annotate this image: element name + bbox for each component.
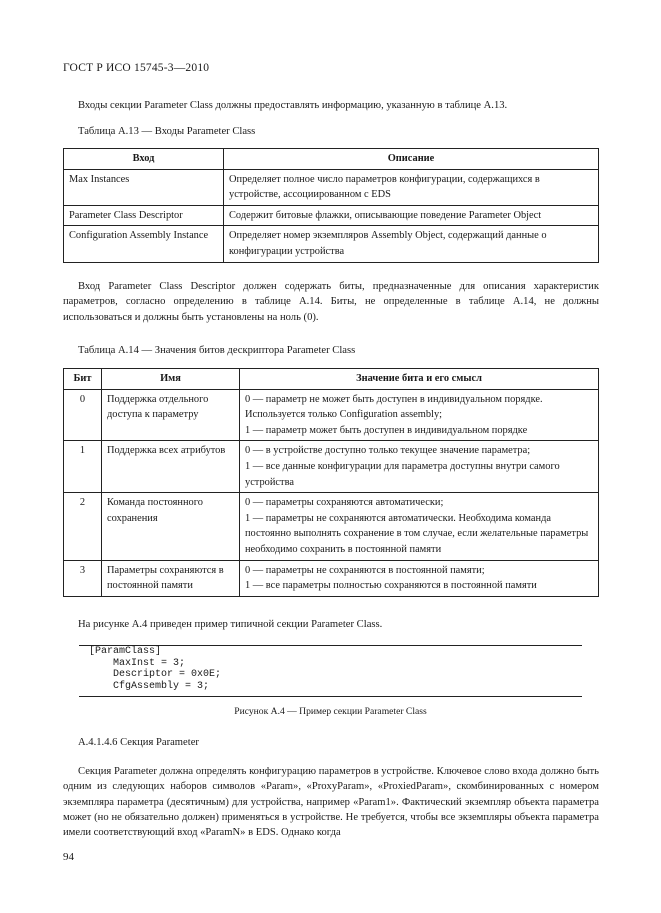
section-paragraph: Секция Parameter должна определять конфигурацию параметров в устройстве. Ключевое слово входа должно быть одним из следующих наборов символов «Param», «ProxyParam», «ProxiedParam», скомбинированных с номером экземпляра параметра (десятичным) для устройства, например «Param1». Фактический экземпляр объекта параметра может (но не обязательно должен) применяться в устройстве. Не требуется, чтобы все экземпляры объекта параметра имели соответствующий вход «ParamN» в EDS. Однако когда [63,766,599,839]
figure-caption: Рисунок А.4 — Пример секции Parameter Class [234,706,427,717]
table-a13 [63,148,599,263]
code-example-block [79,645,582,697]
table-a13-cell-description: Определяет полное число параметров конфигурации, содержащихся в устройстве, ассоциированном с EDS [224,169,599,205]
table-row [64,560,599,596]
table-a14-cell-bit: 1 [64,441,102,493]
table-a14-cell-meaning: 0 — параметр не может быть доступен в индивидуальном порядке. Используется только Configuration assembly; 1 — параметр может быть доступен в индивидуальном порядке [240,389,599,441]
table-a13-cell-input: Configuration Assembly Instance [64,226,224,262]
table-a14-cell-meaning: 0 — в устройстве доступно только текущее значение параметра; 1 — все данные конфигурации для параметра доступны внутри самого устройства [240,441,599,493]
table-row [64,389,599,441]
table-a14-header-row [64,369,599,390]
code-line: [ParamClass] [89,646,162,657]
table-a13-caption: Таблица А.13 — Входы Parameter Class [78,126,256,137]
descriptor-paragraph: Вход Parameter Class Descriptor должен содержать биты, предназначенные для описания характеристик параметров, согласно определению в таблице А.14. Биты, не определенные в таблице А.14, не должны использоваться и должны быть установлены на ноль (0). [63,281,599,323]
table-a13-cell-description: Содержит битовые флажки, описывающие поведение Parameter Object [224,205,599,226]
table-a14-cell-name: Поддержка отдельного доступа к параметру [102,389,240,441]
code-line: MaxInst = 3; [89,657,186,669]
table-row [64,169,599,205]
table-a13-cell-input: Max Instances [64,169,224,205]
table-a14-header-name: Имя [102,369,240,390]
section-heading: А.4.1.4.6 Секция Parameter [78,737,199,748]
table-a13-header-description: Описание [224,149,599,170]
table-a14-cell-bit: 2 [64,493,102,560]
table-a14-cell-name: Параметры сохраняются в постоянной памяти [102,560,240,596]
table-a14-cell-name: Поддержка всех атрибутов [102,441,240,493]
table-a14-cell-meaning: 0 — параметры сохраняются автоматически; 1 — параметры не сохраняются автоматически. Необходима команда постоянно выполнять сохранение в том случае, если желательные параметры необходимо сохранить в постоянной памяти [240,493,599,560]
table-a14-header-meaning: Значение бита и его смысл [240,369,599,390]
table-a14-header-bit: Бит [64,369,102,390]
table-a14 [63,368,599,597]
table-a14-cell-bit: 3 [64,560,102,596]
code-line: Descriptor = 0x0E; [89,669,222,681]
table-a14-cell-bit: 0 [64,389,102,441]
intro-paragraph: Входы секции Parameter Class должны предоставлять информацию, указанную в таблице А.13. [78,100,508,111]
code-line: CfgAssembly = 3; [89,680,210,692]
table-a13-header-input: Вход [64,149,224,170]
table-a13-cell-input: Parameter Class Descriptor [64,205,224,226]
figure-intro-text: На рисунке А.4 приведен пример типичной секции Parameter Class. [78,619,383,630]
table-a14-cell-meaning: 0 — параметры не сохраняются в постоянной памяти; 1 — все параметры полностью сохраняются в постоянной памяти [240,560,599,596]
table-row [64,441,599,493]
table-row [64,493,599,560]
table-a13-cell-description: Определяет номер экземпляров Assembly Object, содержащий данные о конфигурации устройства [224,226,599,262]
table-a14-cell-name: Команда постоянного сохранения [102,493,240,560]
table-row [64,226,599,262]
page-number: 94 [63,851,74,863]
table-a13-header-row [64,149,599,170]
document-header: ГОСТ Р ИСО 15745-3—2010 [63,62,210,74]
table-a14-caption: Таблица А.14 — Значения битов дескриптора Parameter Class [78,345,356,356]
table-row [64,205,599,226]
